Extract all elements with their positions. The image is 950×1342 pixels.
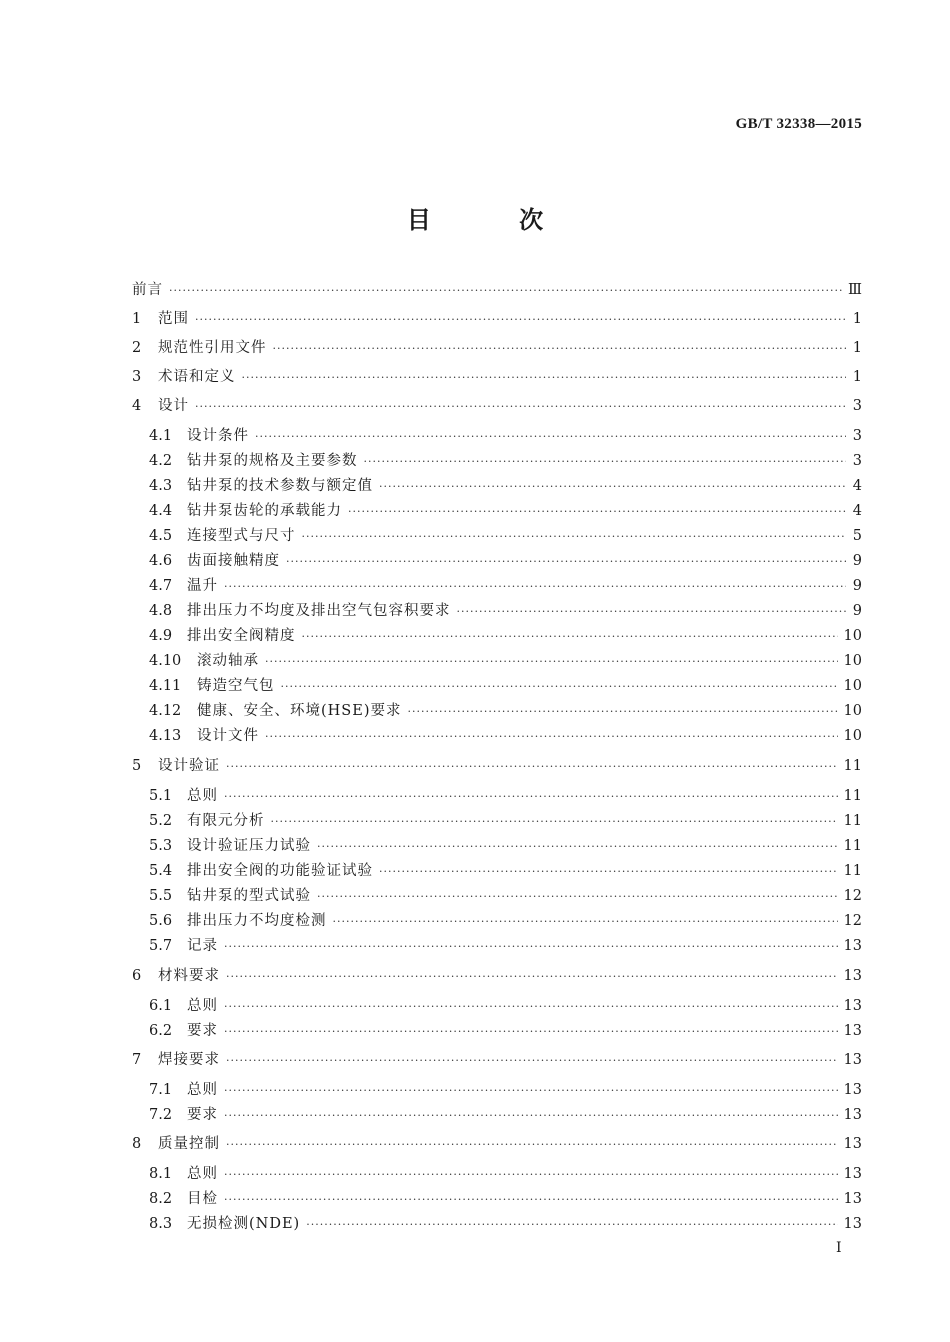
toc-entry-page: 12: [843, 913, 862, 929]
toc-entry-page: Ⅲ: [848, 282, 862, 298]
toc-entry[interactable]: [149, 834, 862, 856]
toc-entry-label: 总则: [187, 1082, 218, 1098]
toc-entry-number: 7.2: [149, 1107, 173, 1123]
toc-leader-dots: [457, 605, 847, 618]
toc-entry-label: 排出安全阀精度: [187, 628, 296, 644]
toc-entry-page: 13: [843, 1107, 862, 1123]
toc-entry[interactable]: [132, 336, 862, 358]
toc-entry-page: 10: [843, 728, 862, 744]
toc-entry-number: 5.1: [149, 788, 173, 804]
toc-leader-dots: [286, 555, 846, 568]
toc-entry-page: 12: [843, 888, 862, 904]
toc-entry-page: 11: [843, 863, 862, 879]
toc-entry[interactable]: [132, 964, 862, 986]
toc-entry[interactable]: [149, 809, 862, 831]
toc-entry-label: 焊接要求: [158, 1052, 220, 1068]
toc-entry-number: 7.1: [149, 1082, 173, 1098]
toc-entry-page: 13: [843, 1136, 862, 1152]
toc-entry-label: 钻井泵齿轮的承载能力: [187, 503, 342, 519]
toc-leader-dots: [226, 970, 838, 983]
toc-leader-dots: [169, 284, 842, 297]
toc-entry-page: 4: [852, 503, 862, 519]
toc-leader-dots: [317, 890, 838, 903]
toc-entry[interactable]: [132, 365, 862, 387]
toc-entry-number: 8: [132, 1136, 142, 1152]
toc-entry-page: 9: [852, 578, 862, 594]
toc-leader-dots: [224, 1168, 838, 1181]
standard-number: GB/T 32338—2015: [735, 116, 862, 132]
toc-leader-dots: [302, 530, 847, 543]
toc-leader-dots: [273, 342, 847, 355]
toc-entry[interactable]: [132, 1048, 862, 1070]
toc-leader-dots: [224, 1109, 838, 1122]
toc-entry-label: 设计: [158, 398, 189, 414]
toc-entry-label: 设计文件: [197, 728, 259, 744]
toc-entry[interactable]: [149, 549, 862, 571]
toc-entry[interactable]: [132, 307, 862, 329]
toc-entry-number: 4.6: [149, 553, 173, 569]
toc-entry-page: 10: [843, 653, 862, 669]
toc-entry-label: 健康、安全、环境(HSE)要求: [197, 703, 402, 719]
toc-entry-number: 4.3: [149, 478, 173, 494]
toc-entry-number: 5.3: [149, 838, 173, 854]
toc-entry-label: 铸造空气包: [197, 678, 275, 694]
toc-entry-number: 4.7: [149, 578, 173, 594]
toc-leader-dots: [226, 760, 838, 773]
toc-entry[interactable]: [149, 524, 862, 546]
toc-entry[interactable]: [149, 449, 862, 471]
toc-entry-page: 13: [843, 1216, 862, 1232]
toc-entry[interactable]: [149, 934, 862, 956]
toc-leader-dots: [317, 840, 838, 853]
toc-entry-page: 10: [843, 703, 862, 719]
toc-entry-number: 4.11: [149, 678, 182, 694]
toc-entry-page: 10: [843, 678, 862, 694]
toc-entry-page: 3: [852, 428, 862, 444]
toc-entry-page: 11: [843, 813, 862, 829]
toc-entry-label: 设计条件: [187, 428, 249, 444]
toc-entry-page: 13: [843, 1023, 862, 1039]
toc-entry[interactable]: [149, 649, 862, 671]
toc-entry-page: 10: [843, 628, 862, 644]
toc-leader-dots: [226, 1054, 838, 1067]
toc-entry[interactable]: [149, 1162, 862, 1184]
toc-entry[interactable]: [149, 599, 862, 621]
toc-entry-label: 材料要求: [158, 968, 220, 984]
toc-leader-dots: [302, 630, 838, 643]
toc-entry[interactable]: [149, 784, 862, 806]
toc-entry-page: 5: [852, 528, 862, 544]
toc-entry-number: 4.4: [149, 503, 173, 519]
toc-entry-page: 3: [852, 398, 862, 414]
toc-entry-label: 总则: [187, 788, 218, 804]
toc-entry-page: 13: [843, 1191, 862, 1207]
toc-leader-dots: [226, 1138, 838, 1151]
toc-entry-label: 有限元分析: [187, 813, 265, 829]
toc-entry-number: 8.3: [149, 1216, 173, 1232]
toc-entry-page: 1: [852, 369, 862, 385]
toc-entry[interactable]: [149, 574, 862, 596]
toc-entry-number: 5: [132, 758, 142, 774]
toc-leader-dots: [265, 655, 838, 668]
toc-entry[interactable]: [132, 754, 862, 776]
toc-leader-dots: [348, 505, 846, 518]
toc-entry-number: 5.7: [149, 938, 173, 954]
toc-entry-number: 4.2: [149, 453, 173, 469]
page-title: 目 次: [406, 205, 584, 234]
toc-entry-number: 7: [132, 1052, 142, 1068]
toc-entry-label: 排出压力不均度及排出空气包容积要求: [187, 603, 451, 619]
toc-entry-page: 13: [843, 1052, 862, 1068]
toc-leader-dots: [195, 400, 846, 413]
toc-entry-number: 8.1: [149, 1166, 173, 1182]
toc-entry-label: 设计验证: [158, 758, 220, 774]
toc-entry-label: 排出压力不均度检测: [187, 913, 327, 929]
toc-entry-label: 温升: [187, 578, 218, 594]
toc-entry-page: 13: [843, 968, 862, 984]
toc-leader-dots: [265, 730, 838, 743]
toc-entry-number: 5.5: [149, 888, 173, 904]
toc-entry-page: 1: [852, 311, 862, 327]
toc-entry-label: 钻井泵的规格及主要参数: [187, 453, 358, 469]
toc-entry-number: 5.6: [149, 913, 173, 929]
toc-entry[interactable]: [149, 499, 862, 521]
toc-entry[interactable]: [149, 1078, 862, 1100]
toc-entry[interactable]: [149, 674, 862, 696]
toc-entry-label: 前言: [132, 282, 163, 298]
toc-entry[interactable]: [149, 994, 862, 1016]
toc-entry[interactable]: [149, 424, 862, 446]
toc-entry-number: 2: [132, 340, 142, 356]
toc-entry[interactable]: [149, 1103, 862, 1125]
toc-entry-number: 5.2: [149, 813, 173, 829]
toc-entry-label: 范围: [158, 311, 189, 327]
toc-entry-number: 4.10: [149, 653, 182, 669]
toc-entry-number: 6.1: [149, 998, 173, 1014]
toc-entry-number: 6.2: [149, 1023, 173, 1039]
toc-entry-label: 齿面接触精度: [187, 553, 280, 569]
toc-entry[interactable]: [149, 1019, 862, 1041]
toc-entry-label: 质量控制: [158, 1136, 220, 1152]
toc-leader-dots: [224, 940, 838, 953]
toc-entry-page: 11: [843, 838, 862, 854]
toc-leader-dots: [224, 1084, 838, 1097]
toc-entry-page: 13: [843, 1082, 862, 1098]
toc-entry[interactable]: [149, 1212, 862, 1234]
footer-page-number: I: [836, 1240, 842, 1256]
toc-entry-number: 4.1: [149, 428, 173, 444]
toc-entry-label: 术语和定义: [158, 369, 236, 385]
toc-entry-page: 1: [852, 340, 862, 356]
toc-entry[interactable]: [149, 624, 862, 646]
toc-entry-number: 1: [132, 311, 142, 327]
toc-entry[interactable]: [132, 278, 862, 300]
toc-entry-number: 4.9: [149, 628, 173, 644]
toc-leader-dots: [224, 580, 846, 593]
toc-entry-label: 总则: [187, 998, 218, 1014]
toc-entry-label: 钻井泵的技术参数与额定值: [187, 478, 373, 494]
toc-entry-label: 要求: [187, 1107, 218, 1123]
toc-entry[interactable]: [149, 1187, 862, 1209]
toc-entry-page: 11: [843, 758, 862, 774]
toc-entry[interactable]: [149, 474, 862, 496]
toc-entry-page: 3: [852, 453, 862, 469]
toc-entry-label: 滚动轴承: [197, 653, 259, 669]
toc-entry-number: 4.13: [149, 728, 182, 744]
toc-entry-label: 钻井泵的型式试验: [187, 888, 311, 904]
toc-entry-page: 9: [852, 603, 862, 619]
toc-entry[interactable]: [132, 394, 862, 416]
toc-entry[interactable]: [149, 859, 862, 881]
toc-entry[interactable]: [149, 724, 862, 746]
toc-entry-label: 设计验证压力试验: [187, 838, 311, 854]
toc-leader-dots: [224, 1025, 838, 1038]
toc-leader-dots: [364, 455, 847, 468]
toc-leader-dots: [271, 815, 838, 828]
toc-entry[interactable]: [132, 1132, 862, 1154]
toc-leader-dots: [306, 1218, 837, 1231]
toc-entry-page: 13: [843, 998, 862, 1014]
toc-leader-dots: [255, 430, 846, 443]
toc-entry-number: 4: [132, 398, 142, 414]
toc-leader-dots: [242, 371, 847, 384]
toc-entry-label: 记录: [187, 938, 218, 954]
toc-entry[interactable]: [149, 699, 862, 721]
toc-leader-dots: [407, 705, 837, 718]
toc-leader-dots: [333, 915, 838, 928]
toc-entry-label: 规范性引用文件: [158, 340, 267, 356]
toc-entry-number: 3: [132, 369, 142, 385]
toc-entry-page: 13: [843, 1166, 862, 1182]
toc-entry[interactable]: [149, 884, 862, 906]
toc-entry-label: 无损检测(NDE): [187, 1216, 301, 1232]
toc-entry-number: 4.8: [149, 603, 173, 619]
toc-leader-dots: [281, 680, 838, 693]
toc-entry-page: 13: [843, 938, 862, 954]
toc-entry-number: 5.4: [149, 863, 173, 879]
toc-leader-dots: [195, 313, 846, 326]
toc-entry-number: 4.12: [149, 703, 182, 719]
toc-leader-dots: [224, 1000, 838, 1013]
toc-entry-label: 连接型式与尺寸: [187, 528, 296, 544]
toc-entry-label: 总则: [187, 1166, 218, 1182]
toc-entry-number: 4.5: [149, 528, 173, 544]
toc-leader-dots: [379, 480, 846, 493]
toc-entry-number: 8.2: [149, 1191, 173, 1207]
toc-entry-label: 要求: [187, 1023, 218, 1039]
toc-entry-number: 6: [132, 968, 142, 984]
toc-entry-page: 11: [843, 788, 862, 804]
toc-leader-dots: [224, 790, 838, 803]
toc-entry-label: 目检: [187, 1191, 218, 1207]
toc-leader-dots: [379, 865, 838, 878]
toc-entry-page: 9: [852, 553, 862, 569]
toc-entry-label: 排出安全阀的功能验证试验: [187, 863, 373, 879]
toc-entry[interactable]: [149, 909, 862, 931]
toc-entry-page: 4: [852, 478, 862, 494]
toc-leader-dots: [224, 1193, 838, 1206]
